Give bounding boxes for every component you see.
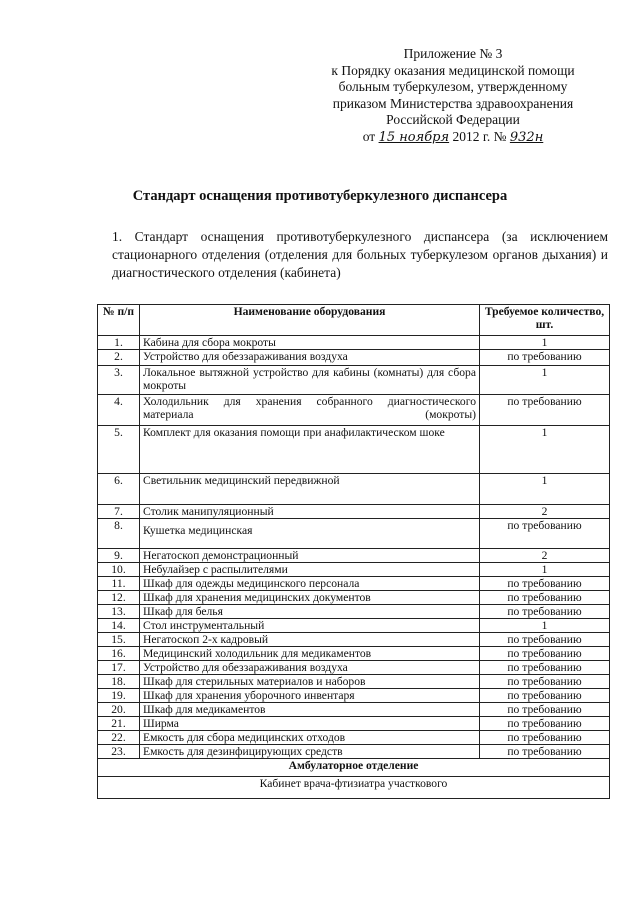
row-quantity: по требованию	[480, 661, 610, 675]
appendix-header	[300, 46, 606, 146]
row-number: 13.	[98, 605, 140, 619]
row-number: 17.	[98, 661, 140, 675]
row-equipment-name: Небулайзер с распылителями	[140, 563, 480, 577]
row-equipment-name: Шкаф для стерильных материалов и наборов	[140, 675, 480, 689]
row-quantity: по требованию	[480, 731, 610, 745]
row-equipment-name: Шкаф для белья	[140, 605, 480, 619]
row-equipment-name: Кабина для сбора мокроты	[140, 336, 480, 350]
row-equipment-name: Светильник медицинский передвижной	[140, 474, 480, 505]
table-row	[98, 395, 610, 426]
row-equipment-name: Шкаф для одежды медицинского персонала	[140, 577, 480, 591]
row-equipment-name: Шкаф для хранения уборочного инвентаря	[140, 689, 480, 703]
row-quantity: по требованию	[480, 647, 610, 661]
row-equipment-name: Ширма	[140, 717, 480, 731]
row-number: 19.	[98, 689, 140, 703]
row-number: 12.	[98, 591, 140, 605]
table-row	[98, 675, 610, 689]
table-row	[98, 505, 610, 519]
page-title: Стандарт оснащения противотуберкулезного диспансера	[132, 188, 508, 204]
table-row	[98, 689, 610, 703]
appendix-line-order: к Порядку оказания медицинской помощи	[331, 62, 575, 78]
row-number: 8.	[98, 519, 140, 549]
table-row	[98, 563, 610, 577]
table-row	[98, 647, 610, 661]
row-quantity: по требованию	[480, 395, 610, 426]
cabinet-row	[98, 777, 610, 799]
row-quantity: 2	[480, 505, 610, 519]
handwritten-date: 15 ноября	[378, 129, 450, 145]
row-equipment-name: Столик манипуляционный	[140, 505, 480, 519]
row-quantity: 1	[480, 474, 610, 505]
row-number: 3.	[98, 366, 140, 395]
row-quantity: 1	[480, 426, 610, 474]
section-subtitle: 1. Стандарт оснащения противотуберкулезного диспансера (за исключением стационарного отделения (отделения для больных туберкулезом органов дыхания) и диагностического отделения (кабинета)	[112, 229, 608, 280]
row-quantity: 2	[480, 549, 610, 563]
row-quantity: по требованию	[480, 591, 610, 605]
table-row	[98, 619, 610, 633]
row-equipment-name: Устройство для обеззараживания воздуха	[140, 661, 480, 675]
header-qty: Требуемое количество, шт.	[480, 305, 610, 336]
appendix-number: Приложение № 3	[403, 46, 503, 61]
table-row	[98, 633, 610, 647]
table-row	[98, 519, 610, 549]
row-number: 9.	[98, 549, 140, 563]
table-row	[98, 717, 610, 731]
row-quantity: по требованию	[480, 703, 610, 717]
row-number: 2.	[98, 350, 140, 366]
row-quantity: по требованию	[480, 519, 610, 549]
row-equipment-name: Кушетка медицинская	[140, 519, 480, 549]
table-row	[98, 745, 610, 759]
cabinet-header: Кабинет врача-фтизиатра участкового	[98, 777, 610, 799]
row-quantity: по требованию	[480, 717, 610, 731]
row-quantity: по требованию	[480, 675, 610, 689]
row-equipment-name: Негатоскоп демонстрационный	[140, 549, 480, 563]
row-equipment-name: Медицинский холодильник для медикаментов	[140, 647, 480, 661]
row-quantity: по требованию	[480, 577, 610, 591]
row-quantity: 1	[480, 619, 610, 633]
row-number: 10.	[98, 563, 140, 577]
table-row	[98, 350, 610, 366]
table-row	[98, 366, 610, 395]
handwritten-number: 932н	[509, 129, 544, 145]
row-equipment-name: Негатоскоп 2-х кадровый	[140, 633, 480, 647]
row-quantity: 1	[480, 366, 610, 395]
row-quantity: 1	[480, 563, 610, 577]
row-quantity: по требованию	[480, 605, 610, 619]
row-quantity: по требованию	[480, 689, 610, 703]
row-equipment-name: Холодильник для хранения собранного диагностического материала (мокроты)	[140, 395, 480, 426]
row-number: 7.	[98, 505, 140, 519]
row-number: 14.	[98, 619, 140, 633]
row-quantity: по требованию	[480, 745, 610, 759]
table-row	[98, 605, 610, 619]
year-text: 2012 г. №	[452, 128, 507, 144]
table-row	[98, 549, 610, 563]
row-equipment-name: Комплект для оказания помощи при анафилактическом шоке	[140, 426, 480, 474]
table-row	[98, 703, 610, 717]
section-row	[98, 759, 610, 777]
section-header: Амбулаторное отделение	[98, 759, 610, 777]
row-number: 5.	[98, 426, 140, 474]
header-num: № п/п	[98, 305, 140, 336]
row-number: 6.	[98, 474, 140, 505]
appendix-line-patients: больным туберкулезом, утвержденному	[338, 79, 568, 94]
equipment-table	[97, 304, 610, 799]
row-number: 22.	[98, 731, 140, 745]
row-equipment-name: Локальное вытяжной устройство для кабины (комнаты) для сбора мокроты	[140, 366, 480, 395]
table-row	[98, 591, 610, 605]
row-equipment-name: Устройство для обеззараживания воздуха	[140, 350, 480, 366]
row-number: 15.	[98, 633, 140, 647]
row-equipment-name: Шкаф для медикаментов	[140, 703, 480, 717]
row-number: 20.	[98, 703, 140, 717]
row-number: 1.	[98, 336, 140, 350]
row-equipment-name: Емкость для сбора медицинских отходов	[140, 731, 480, 745]
row-number: 18.	[98, 675, 140, 689]
appendix-line-federation: Российской Федерации	[386, 112, 520, 127]
table-header-row	[98, 305, 610, 336]
table-row	[98, 336, 610, 350]
date-prefix: от	[362, 128, 376, 144]
row-quantity: 1	[480, 336, 610, 350]
table-row	[98, 474, 610, 505]
row-quantity: по требованию	[480, 633, 610, 647]
row-number: 21.	[98, 717, 140, 731]
row-equipment-name: Стол инструментальный	[140, 619, 480, 633]
table-row	[98, 661, 610, 675]
row-number: 23.	[98, 745, 140, 759]
appendix-line-ministry: приказом Министерства здравоохранения	[332, 95, 574, 111]
row-number: 4.	[98, 395, 140, 426]
row-number: 16.	[98, 647, 140, 661]
row-equipment-name: Шкаф для хранения медицинских документов	[140, 591, 480, 605]
row-equipment-name: Емкость для дезинфицирующих средств	[140, 745, 480, 759]
row-number: 11.	[98, 577, 140, 591]
table-row	[98, 577, 610, 591]
table-row	[98, 426, 610, 474]
row-quantity: по требованию	[480, 350, 610, 366]
table-row	[98, 731, 610, 745]
header-name: Наименование оборудования	[140, 305, 480, 336]
appendix-date-line	[300, 129, 606, 147]
